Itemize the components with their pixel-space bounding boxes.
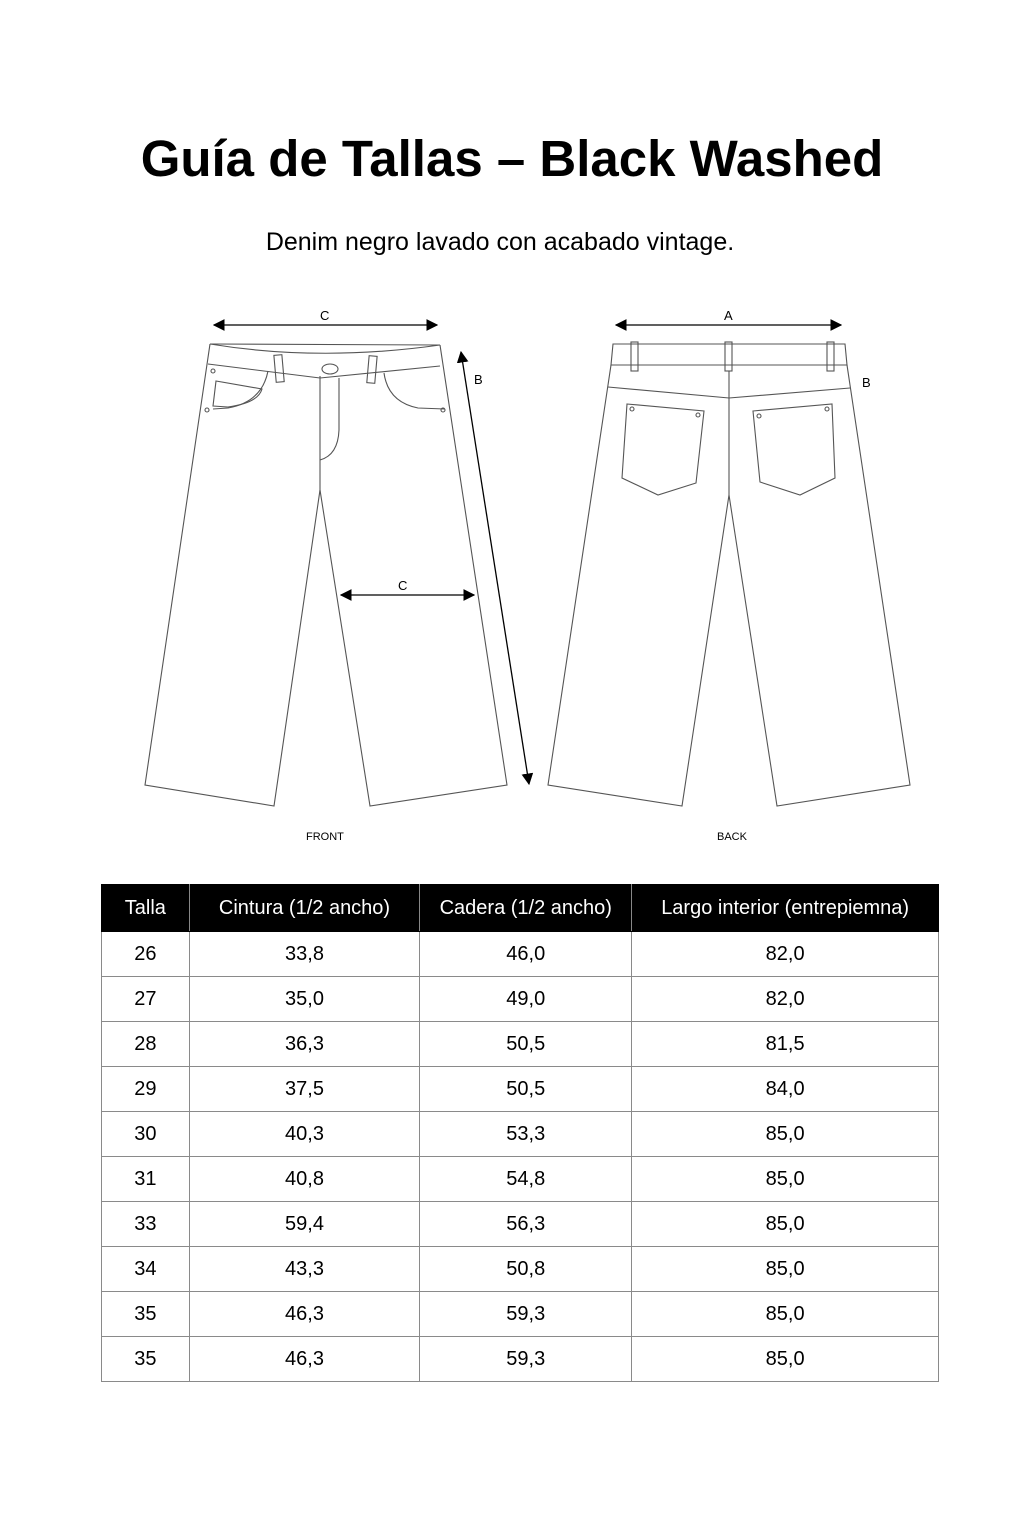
- column-header-inseam: Largo interior (entrepiemna): [632, 885, 939, 932]
- table-row: [102, 1157, 939, 1202]
- cell-hip: 50,5: [420, 1022, 632, 1067]
- cell-hip: 46,0: [420, 932, 632, 977]
- cell-hip: 59,3: [420, 1292, 632, 1337]
- cell-hip: 50,5: [420, 1067, 632, 1112]
- back-caption: BACK: [717, 831, 747, 843]
- front-caption: FRONT: [306, 831, 344, 843]
- cell-waist: 36,3: [189, 1022, 420, 1067]
- cell-inseam: 85,0: [632, 1247, 939, 1292]
- column-header-hip: Cadera (1/2 ancho): [420, 885, 632, 932]
- table-row: [102, 1112, 939, 1157]
- front-jeans-illustration: [145, 344, 507, 806]
- cell-hip: 59,3: [420, 1337, 632, 1382]
- cell-inseam: 85,0: [632, 1112, 939, 1157]
- cell-hip: 54,8: [420, 1157, 632, 1202]
- cell-inseam: 85,0: [632, 1157, 939, 1202]
- table-row: [102, 932, 939, 977]
- size-chart-table: [101, 884, 939, 1382]
- table-row: [102, 1067, 939, 1112]
- back-rise-label: B: [862, 375, 871, 390]
- table-row: [102, 1247, 939, 1292]
- cell-inseam: 84,0: [632, 1067, 939, 1112]
- front-thigh-label: C: [398, 578, 408, 593]
- cell-size: 28: [102, 1022, 190, 1067]
- cell-hip: 50,8: [420, 1247, 632, 1292]
- cell-waist: 35,0: [189, 977, 420, 1022]
- cell-inseam: 85,0: [632, 1292, 939, 1337]
- cell-hip: 53,3: [420, 1112, 632, 1157]
- cell-waist: 37,5: [189, 1067, 420, 1112]
- back-jeans-illustration: [548, 342, 910, 806]
- cell-size: 35: [102, 1337, 190, 1382]
- cell-inseam: 82,0: [632, 932, 939, 977]
- front-measure-arrows: [214, 325, 529, 784]
- cell-size: 31: [102, 1157, 190, 1202]
- front-waist-label: C: [320, 308, 330, 323]
- cell-waist: 40,3: [189, 1112, 420, 1157]
- cell-hip: 56,3: [420, 1202, 632, 1247]
- table-row: [102, 977, 939, 1022]
- page-title: Guía de Tallas – Black Washed: [140, 130, 884, 187]
- cell-waist: 43,3: [189, 1247, 420, 1292]
- cell-waist: 46,3: [189, 1337, 420, 1382]
- table-row: [102, 1337, 939, 1382]
- cell-hip: 49,0: [420, 977, 632, 1022]
- cell-size: 30: [102, 1112, 190, 1157]
- cell-waist: 46,3: [189, 1292, 420, 1337]
- cell-size: 33: [102, 1202, 190, 1247]
- cell-size: 27: [102, 977, 190, 1022]
- table-header-row: [102, 885, 939, 932]
- column-header-waist: Cintura (1/2 ancho): [189, 885, 420, 932]
- column-header-size: Talla: [102, 885, 190, 932]
- table-row: [102, 1202, 939, 1247]
- cell-size: 26: [102, 932, 190, 977]
- front-length-label: B: [474, 372, 483, 387]
- cell-waist: 40,8: [189, 1157, 420, 1202]
- page-subtitle: Denim negro lavado con acabado vintage.: [265, 228, 735, 256]
- cell-size: 34: [102, 1247, 190, 1292]
- table-row: [102, 1022, 939, 1067]
- cell-inseam: 82,0: [632, 977, 939, 1022]
- cell-inseam: 85,0: [632, 1202, 939, 1247]
- cell-waist: 33,8: [189, 932, 420, 977]
- cell-inseam: 85,0: [632, 1337, 939, 1382]
- back-waist-label: A: [724, 308, 733, 323]
- table-row: [102, 1292, 939, 1337]
- cell-size: 29: [102, 1067, 190, 1112]
- cell-waist: 59,4: [189, 1202, 420, 1247]
- cell-size: 35: [102, 1292, 190, 1337]
- cell-inseam: 81,5: [632, 1022, 939, 1067]
- measurement-diagram: [0, 290, 1024, 860]
